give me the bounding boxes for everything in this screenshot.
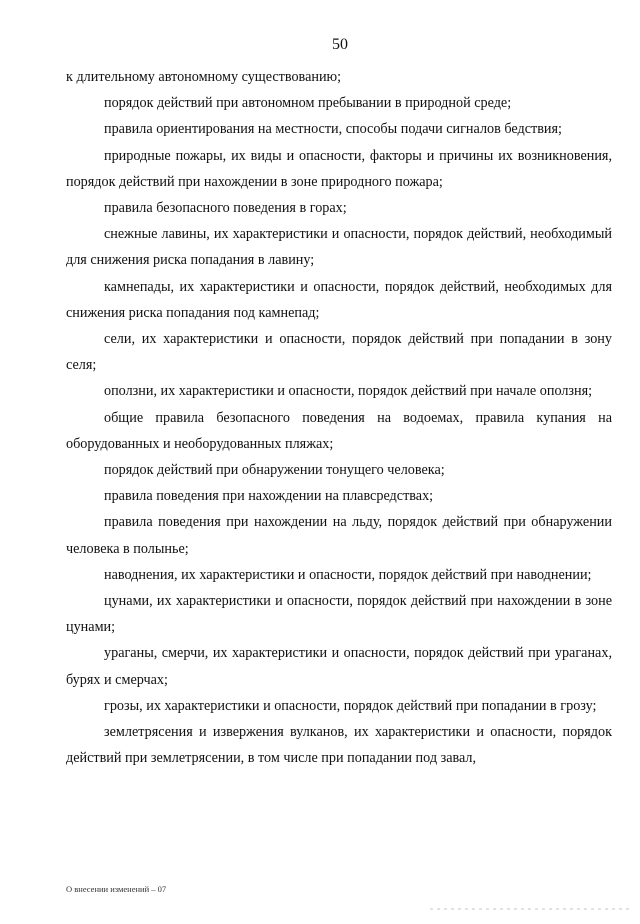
paragraph: грозы, их характеристики и опасности, порядок действий при попадании в грозу; (104, 697, 597, 714)
paragraph: сели, их характеристики и опасности, порядок действий при попадании в зону селя; (66, 331, 612, 374)
paragraph: правила безопасного поведения в горах; (104, 200, 347, 217)
paragraph: порядок действий при автономном пребывании в природной среде; (104, 95, 512, 112)
document-footer: О внесении изменений – 07 (66, 884, 167, 894)
paragraph: снежные лавины, их характеристики и опасности, порядок действий, необходимый для снижения риска попадания в лавину; (66, 226, 612, 269)
paragraph: порядок действий при обнаружении тонущего человека; (104, 462, 445, 479)
paragraph: правила ориентирования на местности, способы подачи сигналов бедствия; (104, 121, 562, 138)
paragraph: общие правила безопасного поведения на водоемах, правила купания на оборудованных и необорудованных пляжах; (66, 409, 612, 452)
scan-artifact (430, 908, 630, 910)
paragraph: цунами, их характеристики и опасности, порядок действий при нахождении в зоне цунами; (66, 593, 612, 636)
paragraph: правила поведения при нахождении на льду, порядок действий при обнаружении человека в полынье; (66, 514, 612, 557)
paragraph: ураганы, смерчи, их характеристики и опасности, порядок действий при ураганах, бурях и смерчах; (66, 645, 612, 688)
paragraph: землетрясения и извержения вулканов, их характеристики и опасности, порядок действий при землетрясении, в том числе при попадании под завал, (66, 724, 612, 767)
paragraph: правила поведения при нахождении на плавсредствах; (104, 488, 434, 505)
paragraph: наводнения, их характеристики и опасности, порядок действий при наводнении; (104, 566, 592, 583)
paragraph: камнепады, их характеристики и опасности, порядок действий, необходимых для снижения риска попадания под камнепад; (66, 278, 612, 321)
paragraph: к длительному автономному существованию; (66, 69, 342, 85)
paragraph: оползни, их характеристики и опасности, порядок действий при начале оползня; (104, 383, 593, 400)
body-text (66, 64, 612, 771)
paragraph: природные пожары, их виды и опасности, факторы и причины их возникновения, порядок действий при нахождении в зоне природного пожара; (66, 147, 612, 190)
page-number: 50 (332, 36, 348, 53)
